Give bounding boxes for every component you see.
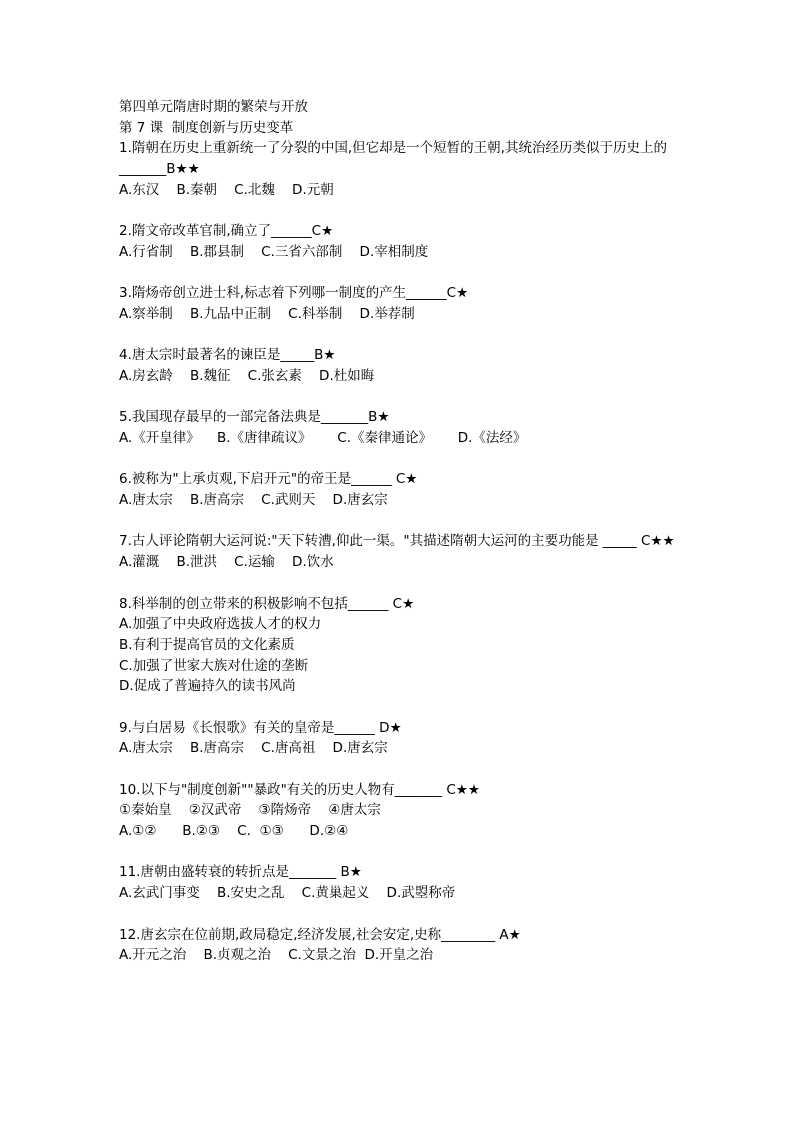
question-10-stem: 10.以下与"制度创新""暴政"有关的历史人物有_______ C★★ bbox=[119, 781, 480, 798]
lesson-title: 第 7 课 制度创新与历史变革 bbox=[119, 119, 294, 136]
question-11-stem: 11.唐朝由盛转衰的转折点是_______ B★ bbox=[119, 864, 362, 881]
question-5-stem: 5.我国现存最早的一部完备法典是_______B★ bbox=[119, 409, 390, 426]
question-8-stem: 8.科举制的创立带来的积极影响不包括______ C★ bbox=[119, 595, 415, 612]
question-4-stem: 4.唐太宗时最著名的谏臣是_____B★ bbox=[119, 347, 336, 364]
question-3-options: A.察举制 B.九品中正制 C.科举制 D.举荐制 bbox=[119, 305, 415, 322]
document-content bbox=[119, 97, 679, 966]
question-1-stem: 1.隋朝在历史上重新统一了分裂的中国,但它却是一个短暂的王朝,其统治经历类似于历史上的_______B★★ bbox=[119, 140, 667, 178]
question-9-stem: 9.与白居易《长恨歌》有关的皇帝是______ D★ bbox=[119, 719, 402, 736]
question-1-options: A.东汉 B.秦朝 C.北魏 D.元朝 bbox=[119, 181, 334, 198]
question-12-stem: 12.唐玄宗在位前期,政局稳定,经济发展,社会安定,史称________ A★ bbox=[119, 926, 521, 943]
question-12-options: A.开元之治 B.贞观之治 C.文景之治 D.开皇之治 bbox=[119, 947, 434, 964]
question-8-option-b: B.有利于提高官员的文化素质 bbox=[119, 636, 295, 653]
question-8-option-a: A.加强了中央政府选拔人才的权力 bbox=[119, 616, 322, 633]
question-6-stem: 6.被称为"上承贞观,下启开元"的帝王是______ C★ bbox=[119, 471, 418, 488]
question-4-options: A.房玄龄 B.魏征 C.张玄素 D.杜如晦 bbox=[119, 367, 375, 384]
question-10-sub-items: ①秦始皇 ②汉武帝 ③隋炀帝 ④唐太宗 bbox=[119, 802, 381, 819]
question-2-options: A.行省制 B.郡县制 C.三省六部制 D.宰相制度 bbox=[119, 243, 429, 260]
unit-title: 第四单元隋唐时期的繁荣与开放 bbox=[119, 99, 308, 115]
question-8-option-c: C.加强了世家大族对仕途的垄断 bbox=[119, 657, 309, 674]
question-7-stem: 7.古人评论隋朝大运河说:"天下转漕,仰此一渠。"其描述隋朝大运河的主要功能是 _____ C★★ bbox=[119, 533, 675, 550]
question-2-stem: 2.隋文帝改革官制,确立了______C★ bbox=[119, 223, 334, 240]
question-10-options: A.①② B.②③ C. ①③ D.②④ bbox=[119, 823, 349, 840]
question-7-options: A.灌溉 B.泄洪 C.运输 D.饮水 bbox=[119, 554, 334, 571]
question-11-options: A.玄武门事变 B.安史之乱 C.黄巢起义 D.武曌称帝 bbox=[119, 885, 456, 902]
question-8-option-d: D.促成了普遍持久的读书风尚 bbox=[119, 678, 296, 695]
question-6-options: A.唐太宗 B.唐高宗 C.武则天 D.唐玄宗 bbox=[119, 492, 388, 509]
question-9-options: A.唐太宗 B.唐高宗 C.唐高祖 D.唐玄宗 bbox=[119, 740, 388, 757]
question-5-options: A.《开皇律》 B.《唐律疏议》 C.《秦律通论》 D.《法经》 bbox=[119, 430, 527, 447]
question-3-stem: 3.隋炀帝创立进士科,标志着下列哪一制度的产生______C★ bbox=[119, 285, 469, 302]
